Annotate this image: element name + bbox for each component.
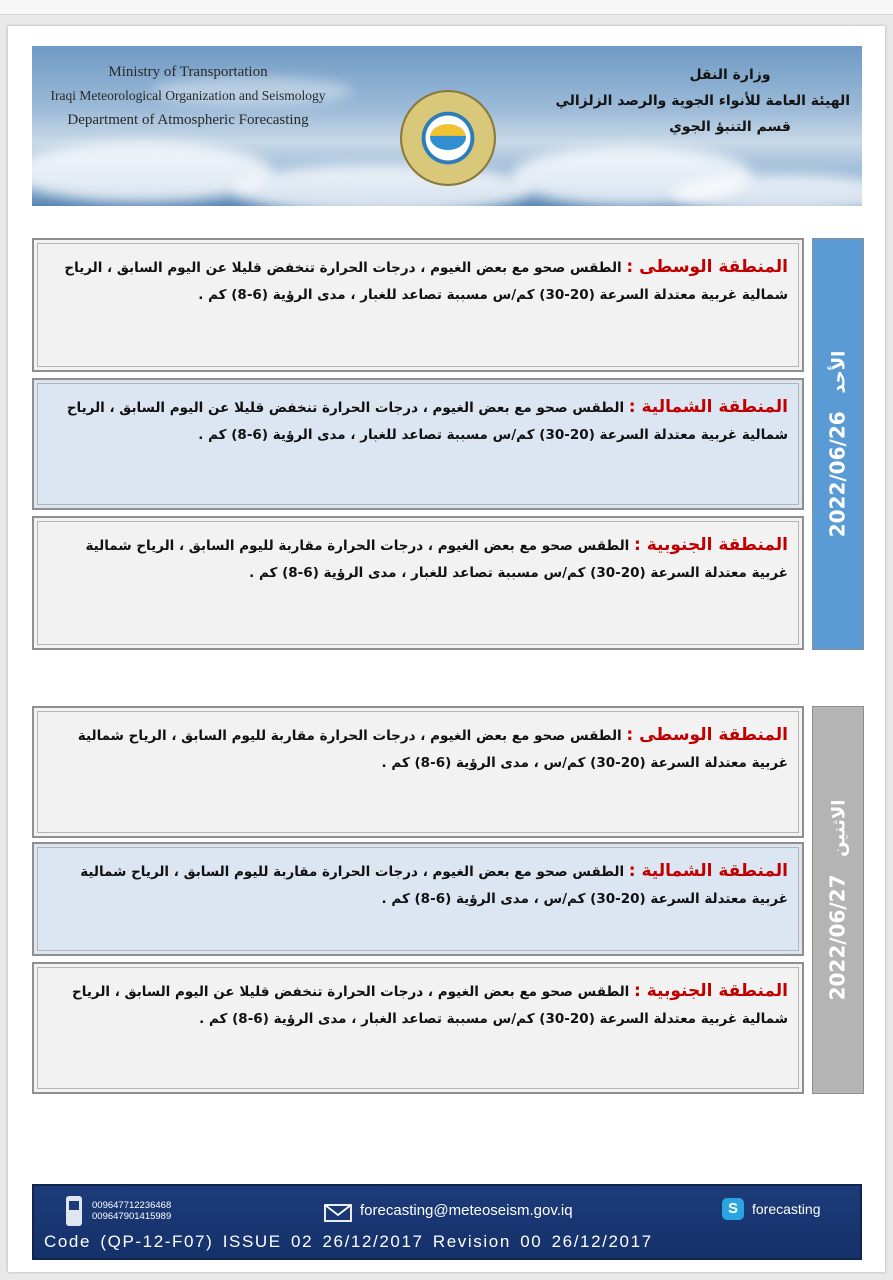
region-name: المنطقة الوسطى : [626, 257, 788, 277]
top-strip [0, 0, 893, 15]
day-sidebar [812, 238, 864, 650]
region-text: الطقس صحو مع بعض الغيوم ، درجات الحرارة تنخفض قليلا عن اليوم السابق ، الرياح شمالية غربية معتدلة السرعة (20-30) كم/س مسببة تصاعد للغبار ، مدى الرؤية (6-8) كم . [64, 260, 788, 303]
skype-handle[interactable]: forecasting [752, 1201, 821, 1217]
mail-icon [324, 1204, 352, 1222]
region-name: المنطقة الشمالية : [628, 861, 788, 881]
forecast-date: 2022/06/26 [825, 411, 850, 538]
region-text: الطقس صحو مع بعض الغيوم ، درجات الحرارة تنخفض قليلا عن اليوم السابق ، الرياح شمالية غربية معتدلة السرعة (20-30) كم/س مسببة تصاعد الغبار ، مدى الرؤية (6-8) كم . [72, 984, 788, 1027]
contact-footer [32, 1184, 862, 1260]
region-text: الطقس صحو مع بعض الغيوم ، درجات الحرارة مقاربة لليوم السابق ، الرياح شمالية غربية معتدلة السرعة (20-30) كم/س مسببة تصاعد للغبار ، مدى الرؤية (6-8) كم . [85, 538, 788, 581]
phone-numbers [92, 1200, 171, 1222]
header-banner [32, 46, 862, 206]
header-arabic [555, 62, 850, 140]
region-text: الطقس صحو مع بعض الغيوم ، درجات الحرارة تنخفض قليلا عن اليوم السابق ، الرياح شمالية غربية معتدلة السرعة (20-30) كم/س مسببة تصاعد للغبار ، مدى الرؤية (6-8) كم . [66, 400, 788, 443]
ministry-name-ar: وزارة النقل [689, 67, 771, 83]
department-name-en: Department of Atmospheric Forecasting [67, 112, 309, 128]
region-text: الطقس صحو مع بعض الغيوم ، درجات الحرارة مقاربة لليوم السابق ، الرياح شمالية غربية معتدلة السرعة (20-30) كم/س ، مدى الرؤية (6-8) كم . [80, 864, 788, 907]
forecast-day-name: الأحد [828, 350, 850, 394]
region-name: المنطقة الجنوبية : [634, 981, 788, 1001]
organization-name-ar: الهيئة العامة للأنواء الجوية والرصد الزلزالي [555, 93, 850, 109]
region-north [32, 378, 804, 510]
region-north [32, 842, 804, 956]
region-central [32, 706, 804, 838]
phone-icon [66, 1196, 82, 1226]
region-name: المنطقة الشمالية : [628, 397, 788, 417]
forecast-day-name: الاثنين [828, 799, 850, 857]
email-link[interactable]: forecasting@meteoseism.gov.iq [360, 1202, 573, 1219]
day-sidebar [812, 706, 864, 1094]
region-name: المنطقة الجنوبية : [634, 535, 788, 555]
region-south [32, 962, 804, 1094]
region-name: المنطقة الوسطى : [626, 725, 788, 745]
header-english [38, 60, 338, 132]
forecast-date: 2022/06/27 [825, 874, 850, 1001]
logo-sun-sea-icon [430, 124, 466, 150]
region-text: الطقس صحو مع بعض الغيوم ، درجات الحرارة مقاربة لليوم السابق ، الرياح شمالية غربية معتدلة السرعة (20-30) كم/س ، مدى الرؤية (6-8) كم . [77, 728, 788, 771]
region-south [32, 516, 804, 650]
region-central [32, 238, 804, 372]
phone-number-2[interactable]: 009647901415989 [92, 1211, 172, 1222]
day-forecast-1 [32, 238, 864, 650]
forecast-page [8, 26, 885, 1272]
organization-logo [400, 90, 496, 186]
document-code: Code (QP-12-F07) ISSUE 02 26/12/2017 Revision 00 26/12/2017 [44, 1232, 653, 1251]
phone-number-1[interactable]: 009647712236468 [92, 1200, 172, 1211]
day-forecast-2 [32, 706, 864, 1094]
organization-name-en: Iraqi Meteorological Organization and Seismology [50, 88, 326, 103]
ministry-name-en: Ministry of Transportation [108, 64, 268, 80]
department-name-ar: قسم التنبؤ الجوي [669, 119, 791, 135]
skype-icon: S [722, 1198, 744, 1220]
